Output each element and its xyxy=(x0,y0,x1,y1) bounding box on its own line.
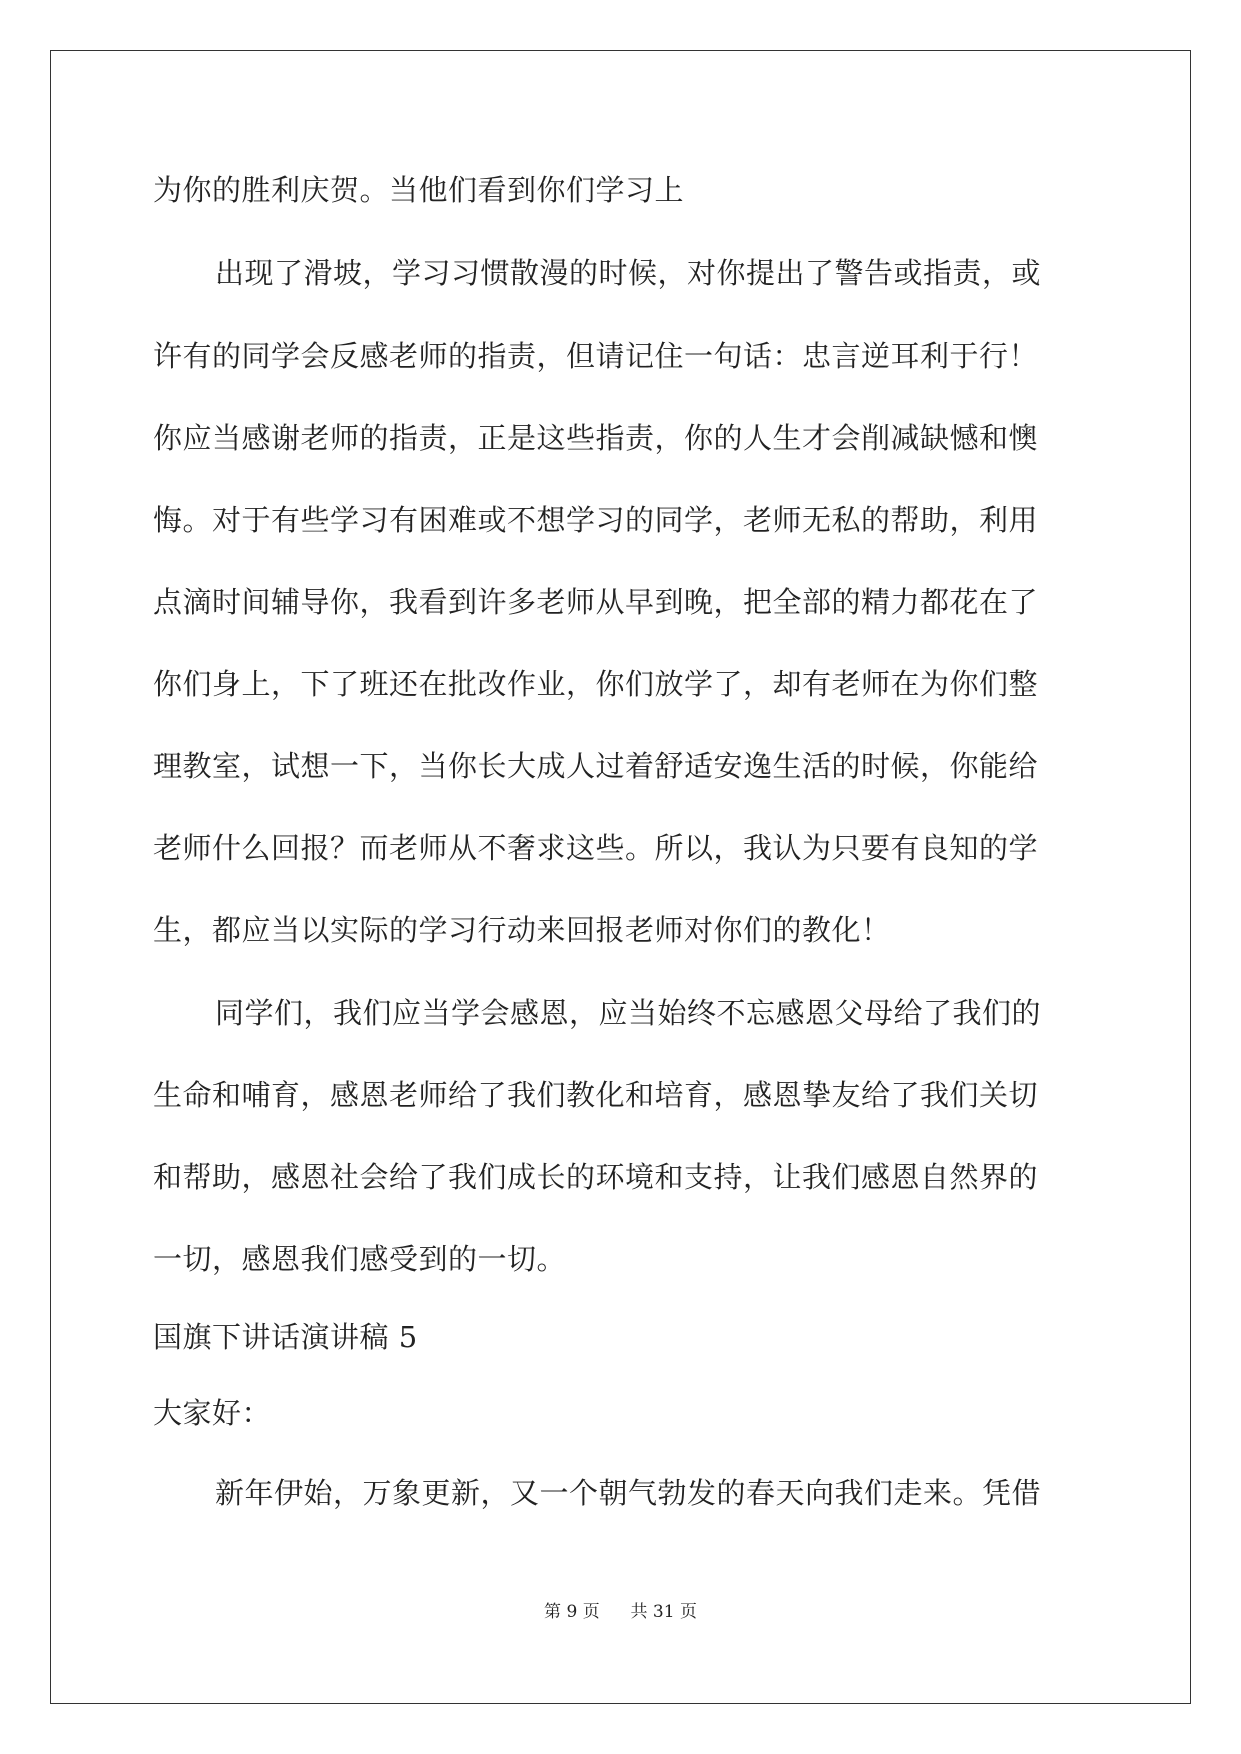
text-line: 许有的同学会反感老师的指责，但请记住一句话：忠言逆耳利于行！ xyxy=(153,339,1039,373)
paragraph-start-line: 出现了滑坡，学习习惯散漫的时候，对你提出了警告或指责，或 xyxy=(215,256,1042,290)
page-footer xyxy=(0,1597,1241,1622)
section-heading: 国旗下讲话演讲稿 5 xyxy=(153,1320,418,1354)
paragraph-start-line: 同学们，我们应当学会感恩，应当始终不忘感恩父母给了我们的 xyxy=(215,996,1042,1030)
text-line: 悔。对于有些学习有困难或不想学习的同学，老师无私的帮助，利用 xyxy=(153,503,1039,537)
page-label-prefix: 第 xyxy=(544,1602,562,1622)
text-line: 一切，感恩我们感受到的一切。 xyxy=(153,1242,567,1276)
text-line: 为你的胜利庆贺。当他们看到你们学习上 xyxy=(153,173,685,207)
text-line: 理教室，试想一下，当你长大成人过着舒适安逸生活的时候，你能给 xyxy=(153,749,1039,783)
text-line: 生命和哺育，感恩老师给了我们教化和培育，感恩挚友给了我们关切 xyxy=(153,1078,1039,1112)
text-line: 和帮助，感恩社会给了我们成长的环境和支持，让我们感恩自然界的 xyxy=(153,1160,1039,1194)
paragraph-start-line: 新年伊始，万象更新，又一个朝气勃发的春天向我们走来。凭借 xyxy=(215,1476,1042,1510)
text-line: 生，都应当以实际的学习行动来回报老师对你们的教化！ xyxy=(153,913,891,947)
total-pages: 31 xyxy=(652,1602,675,1622)
page-border xyxy=(50,50,1191,1704)
salutation: 大家好： xyxy=(153,1396,272,1430)
text-line: 你们身上，下了班还在批改作业，你们放学了，却有老师在为你们整 xyxy=(153,667,1039,701)
total-label-prefix: 共 xyxy=(630,1602,648,1622)
text-line: 老师什么回报？而老师从不奢求这些。所以，我认为只要有良知的学 xyxy=(153,831,1039,865)
text-line: 点滴时间辅导你，我看到许多老师从早到晚，把全部的精力都花在了 xyxy=(153,585,1039,619)
total-label-suffix: 页 xyxy=(679,1602,697,1622)
page-label-suffix: 页 xyxy=(582,1602,600,1622)
text-line: 你应当感谢老师的指责，正是这些指责，你的人生才会削减缺憾和懊 xyxy=(153,421,1039,455)
page-number: 9 xyxy=(566,1602,578,1622)
